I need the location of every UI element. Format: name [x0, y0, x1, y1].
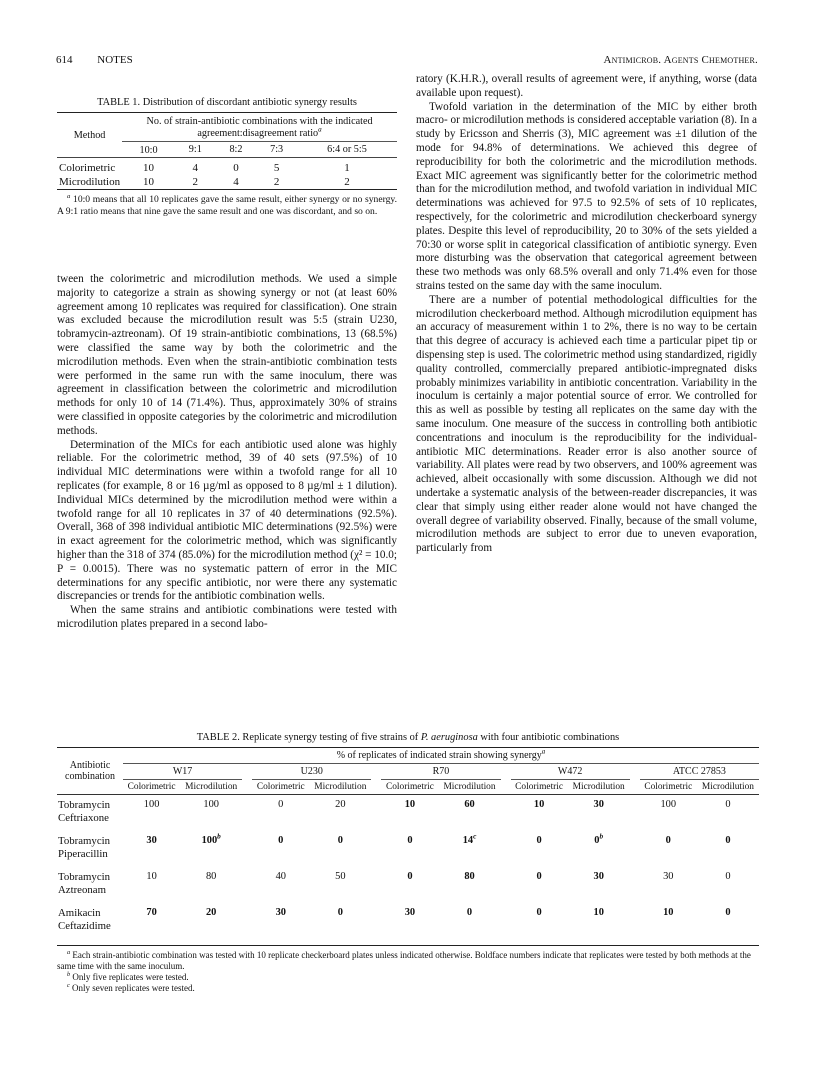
table-2-footnote: $^a$ Each strain-antibiotic combination was tested with 10 replicate checkerboard plates unless indicated otherwise. Boldface numbers indicate that replicates were tested by both methods at the same time with the same inoculum. — [57, 949, 751, 971]
table-2-method: Microdilution — [572, 782, 625, 792]
synergy-value: 10 — [663, 907, 674, 918]
table-2-row — [57, 903, 759, 946]
table-2-group-header: % of replicates of indicated strain showing synergy$^a$ — [123, 748, 759, 764]
synergy-value: 100$^b$ — [201, 832, 221, 846]
synergy-value: 0 — [337, 907, 343, 918]
table-2 — [57, 732, 759, 994]
synergy-value: 0 — [337, 835, 343, 846]
table-2-method: Microdilution — [701, 782, 754, 792]
synergy-value: 0 — [725, 907, 731, 918]
table-2-row — [57, 831, 759, 867]
table-2-footnote: $^b$ Only five replicates were tested. — [67, 971, 189, 982]
body-column-right — [416, 73, 757, 556]
table-1-col: 7:3 — [270, 144, 284, 155]
table-2-method: Colorimetric — [256, 782, 305, 792]
table-1-group-header: No. of strain-antibiotic combinations with the indicated agreement:disagreement ratio$^a$ — [122, 113, 397, 142]
synergy-value: 0 — [278, 835, 284, 846]
synergy-value: 0 — [536, 871, 542, 882]
table-2-method: Colorimetric — [127, 782, 176, 792]
antibiotic-combination: Tobramycin Aztreonam — [58, 871, 111, 896]
synergy-value: 0 — [536, 907, 542, 918]
synergy-value: 0 — [407, 835, 413, 846]
paragraph: ratory (K.H.R.), overall results of agreement were, if anything, worse (data available upon request). — [416, 73, 757, 99]
table-2-strain: R70 — [381, 764, 500, 780]
paragraph: There are a number of potential methodological difficulties for the microdilution checkerboard method. Although microdilution equipment has an accuracy of measurement within 1 to 2%, there is no way to be certain that this degree of accuracy is achieved each time a particular pipet tip or dispensing step is used. The colorimetric method using standardized, rigidly quality controlled, commercially prepared antibiotic-impregnated disks probably minimizes variability in antibiotic concentration. Variability in the inoculum is certainly a major potential source of error. We controlled for this as well as possible by testing all replicates on the same day with the same inoculum. One measure of the success in controlling both antibiotic concentrations and inoculum is the reproducibility for the individual-antibiotic MIC determinations. Reader error is also another source of variability. All plates were read by two observers, and 100% agreement was achieved, albeit occasionally with some discussion. Although we did not undertake a systematic analysis of the between-reader discrepancies, it was clear that simply using either reader alone would not have changed the overall degree of variability observed. Finally, because of the small volume, microdilution methods are subject to error due to uneven evaporation, particularly from — [416, 293, 757, 555]
synergy-value: 30 — [593, 871, 604, 882]
synergy-value: 30 — [404, 907, 416, 918]
table-2-strain: ATCC 27853 — [640, 764, 759, 780]
table-1-footnote: $^a$ 10:0 means that all 10 replicates gave the same result, either synergy or no synergy. A 9:1 ratio means that nine gave the same result and one was discordant, and so on. — [57, 192, 397, 217]
table-2-strain: U230 — [252, 764, 371, 780]
antibiotic-combination: Tobramycin Ceftriaxone — [58, 799, 111, 824]
table-1-col: 9:1 — [188, 144, 202, 155]
synergy-value: 30 — [146, 835, 157, 846]
synergy-value: 0 — [725, 835, 731, 846]
journal-title: Antimicrob. Agents Chemother. — [603, 54, 758, 66]
synergy-value: 10 — [533, 799, 545, 810]
synergy-value: 70 — [146, 907, 157, 918]
table-1-grid — [57, 112, 397, 190]
synergy-value: 40 — [275, 871, 286, 882]
synergy-value: 60 — [464, 799, 475, 810]
synergy-value: 0$^b$ — [594, 832, 604, 846]
table-2-footnotes — [57, 950, 759, 994]
table-1-row: Microdilution 10 2 4 2 2 — [57, 175, 397, 190]
body-column-left — [57, 273, 397, 632]
table-1-row: Colorimetric 10 4 0 5 1 — [57, 158, 397, 176]
table-2-row — [57, 867, 759, 903]
table-2-grid — [57, 747, 759, 946]
table-2-caption: TABLE 2. Replicate synergy testing of five strains of P. aeruginosa with four antibiotic combinations — [196, 732, 620, 743]
table-1-row-header: Method — [73, 129, 106, 141]
synergy-value: 20 — [335, 799, 346, 810]
table-2-method: Colorimetric — [644, 782, 693, 792]
synergy-value: 20 — [205, 907, 217, 918]
synergy-value: 0 — [536, 835, 542, 846]
table-2-method: Microdilution — [443, 782, 496, 792]
synergy-value: 80 — [464, 871, 475, 882]
synergy-value: 0 — [278, 799, 284, 810]
synergy-value: 0 — [407, 871, 413, 882]
table-2-strain: W17 — [123, 764, 242, 780]
paragraph: Determination of the MICs for each antibiotic used alone was highly reliable. For the colorimetric method, 39 of 40 sets (97.5%) of 10 individual MIC determinations were within a twofold range for all 10 replicates (for example, 8 or 16 µg/ml as opposed to 8 µg/ml ± 1 dilution). Individual MICs determined by the microdilution method were within a twofold range for all 10 replicates in 37 of 40 determinations (92.5%). Overall, 368 of 398 individual antibiotic MIC determinations (92.5%) were in exact agreement for the colorimetric method, which was significantly higher than the 318 of 374 (85.0%) for the microdilution method (χ² = 10.0; P = 0.0015). There was no systematic pattern of error in the MIC determinations for any specific antibiotic, nor were there any systematic discrepancies or trends for the antibiotic combination wells. — [57, 438, 397, 603]
synergy-value: 10 — [404, 799, 416, 810]
synergy-value: 100 — [203, 799, 219, 810]
table-2-method: Colorimetric — [385, 782, 434, 792]
table-2-method: Microdilution — [185, 782, 238, 792]
antibiotic-combination: Tobramycin Piperacillin — [58, 835, 111, 860]
synergy-value: 80 — [205, 871, 217, 882]
synergy-value: 30 — [593, 799, 604, 810]
synergy-value: 0 — [466, 907, 473, 918]
table-2-method: Colorimetric — [515, 782, 564, 792]
synergy-value: 0 — [725, 871, 731, 882]
running-head — [56, 54, 758, 66]
table-1-caption: TABLE 1. Distribution of discordant antibiotic synergy results — [97, 97, 357, 108]
table-2-row-header: Antibiotic combination — [65, 760, 115, 782]
section-title: NOTES — [97, 54, 133, 66]
table-2-footnote: $^c$ Only seven replicates were tested. — [67, 982, 195, 993]
running-head-left — [56, 54, 155, 66]
table-2-row — [57, 795, 759, 832]
antibiotic-combination: Amikacin Ceftazidime — [58, 907, 111, 932]
table-2-method: Microdilution — [314, 782, 367, 792]
paragraph: Twofold variation in the determination of the MIC by either broth macro- or microdilution methods is considered acceptable variation (8). In a study by Ericsson and Sherris (3), MIC agreement was ±1 dilution of the mode for 94.8% of determinations. We achieved this degree of reproducibility for both the colorimetric and the microdilution methods. Exact MIC agreement was significantly better for the colorimetric method than for the microdilution method, and twofold variation in individual MIC determinations was achieved for 97.5 to 92.5% of sets of 10 replicates, respectively, for the colorimetric and microdilution checkerboard synergy plates. Despite this level of reproducibility, 20 to 30% of the sets yielded a 70:30 or worse split in categorical classification of antibiotic synergy. Even more disturbing was the observation that categorical agreement between these two methods was only 68.5% overall and only 71.4% even for those strains tested on the same day with the same inoculum. — [416, 100, 757, 292]
table-2-strain: W472 — [511, 764, 630, 780]
synergy-value: 14$^c$ — [462, 832, 477, 846]
table-2-body — [57, 795, 759, 946]
synergy-value: 30 — [663, 871, 674, 882]
synergy-value: 50 — [335, 871, 346, 882]
page-number: 614 — [56, 54, 73, 66]
synergy-value: 100 — [660, 799, 677, 810]
table-1-col: 10:0 — [139, 145, 158, 156]
table-1-col: 6:4 or 5:5 — [327, 144, 367, 155]
synergy-value: 100 — [143, 799, 160, 810]
table-1 — [57, 97, 397, 217]
synergy-value: 0 — [665, 835, 671, 846]
paragraph: tween the colorimetric and microdilution methods. We used a simple majority to categorize a strain as showing synergy or not (at least 60% agreement among 10 replicates was required for classification). One strain was excluded because the microdilution result was 5:5 (strain U230, tobramycin-aztreonam). Of 19 strain-antibiotic combinations, 13 (68.5%) were classified the same way by both the colorimetric and the microdilution methods. Even when the strain-antibiotic combination tests were performed in the same run with the same inoculum, there was agreement in classification between the colorimetric and microdilution methods for only 10 of 14 (71.4%). Thus, approximately 30% of strains were classified in opposite categories by the colorimetric and microdilution methods. — [57, 273, 397, 437]
synergy-value: 10 — [146, 871, 157, 882]
paragraph: When the same strains and antibiotic combinations were tested with microdilution plates prepared in a second labo- — [57, 604, 397, 630]
synergy-value: 10 — [593, 907, 604, 918]
synergy-value: 30 — [275, 907, 286, 918]
synergy-value: 0 — [725, 799, 731, 810]
table-1-col: 8:2 — [229, 144, 243, 155]
